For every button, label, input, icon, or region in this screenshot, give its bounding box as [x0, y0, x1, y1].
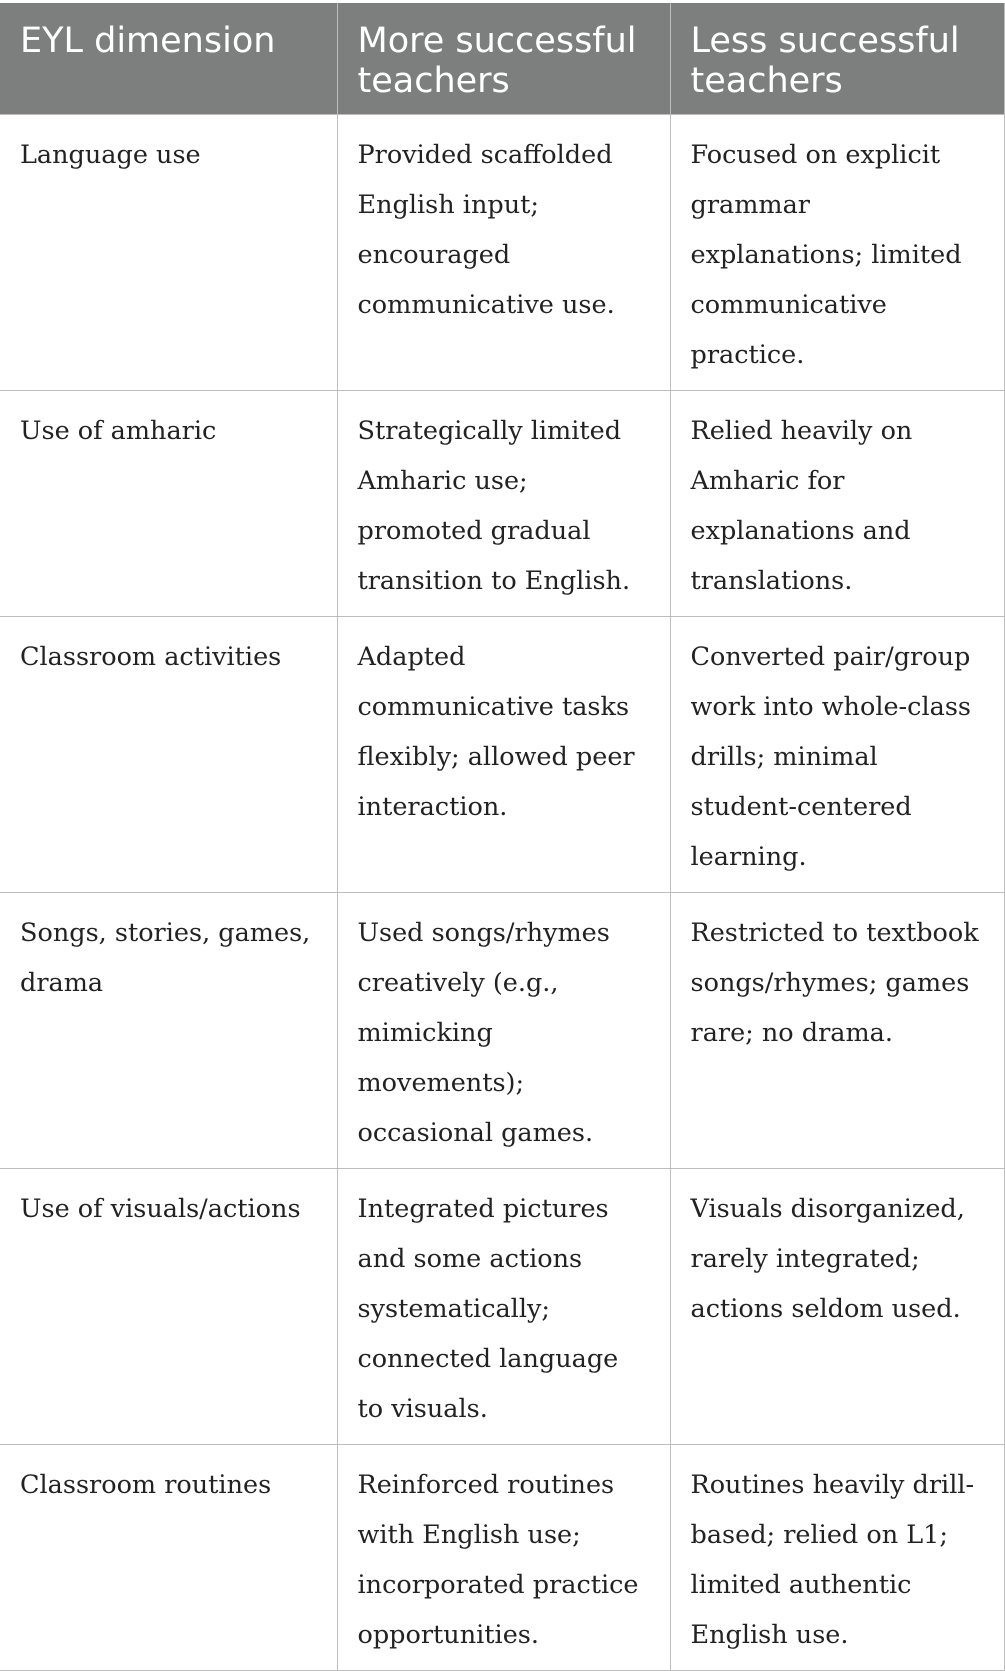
header-row: [0, 3, 1004, 114]
more-successful-cell: Integrated pictures and some actions systematically; connected language to visuals.: [337, 1168, 670, 1444]
less-successful-cell: Focused on explicit grammar explanations; limited communicative practice.: [670, 114, 1004, 390]
dimension-cell: Classroom activities: [0, 616, 337, 892]
less-successful-cell: Relied heavily on Amharic for explanations and translations.: [670, 390, 1004, 616]
less-successful-cell: Visuals disorganized, rarely integrated; actions seldom used.: [670, 1168, 1004, 1444]
header-eyl-dimension: EYL dimension: [0, 3, 337, 114]
more-successful-cell: Used songs/rhymes creatively (e.g., mimicking movements); occasional games.: [337, 892, 670, 1168]
eyl-comparison-table: [0, 3, 1005, 1671]
dimension-cell: Classroom routines: [0, 1444, 337, 1670]
dimension-cell: Use of amharic: [0, 390, 337, 616]
table-row: [0, 616, 1004, 892]
more-successful-cell: Strategically limited Amharic use; promoted gradual transition to English.: [337, 390, 670, 616]
table-row: [0, 892, 1004, 1168]
table-row: [0, 390, 1004, 616]
table-header: [0, 3, 1004, 114]
more-successful-cell: Adapted communicative tasks flexibly; allowed peer interaction.: [337, 616, 670, 892]
more-successful-cell: Reinforced routines with English use; incorporated practice opportunities.: [337, 1444, 670, 1670]
less-successful-cell: Converted pair/group work into whole-class drills; minimal student-centered learning.: [670, 616, 1004, 892]
table-row: [0, 114, 1004, 390]
table-row: [0, 1444, 1004, 1670]
less-successful-cell: Restricted to textbook songs/rhymes; games rare; no drama.: [670, 892, 1004, 1168]
table-body: [0, 114, 1004, 1670]
dimension-cell: Language use: [0, 114, 337, 390]
header-more-successful: More successful teachers: [337, 3, 670, 114]
dimension-cell: Songs, stories, games, drama: [0, 892, 337, 1168]
table-row: [0, 1168, 1004, 1444]
dimension-cell: Use of visuals/actions: [0, 1168, 337, 1444]
more-successful-cell: Provided scaffolded English input; encouraged communicative use.: [337, 114, 670, 390]
less-successful-cell: Routines heavily drill-based; relied on L1; limited authentic English use.: [670, 1444, 1004, 1670]
header-less-successful: Less successful teachers: [670, 3, 1004, 114]
